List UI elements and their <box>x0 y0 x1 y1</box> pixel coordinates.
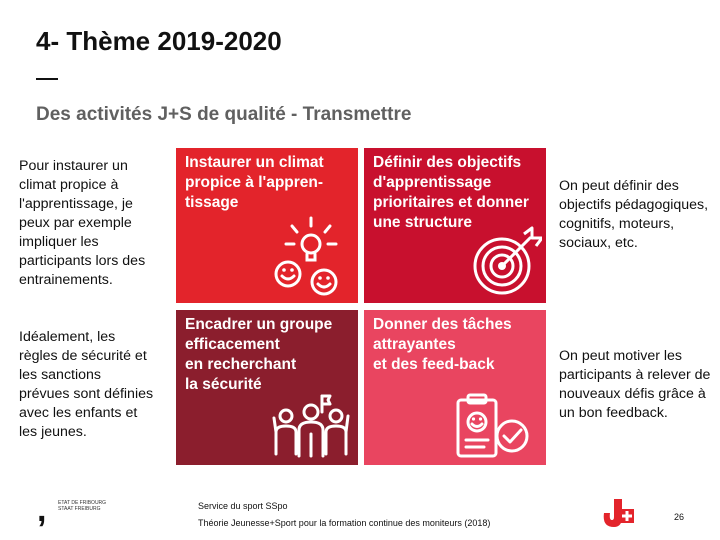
footer-text <box>198 498 490 532</box>
tile-safety-text: Encadrer un groupe efficacement en recherchant la sécurité <box>185 316 333 393</box>
clipboard-check-icon <box>454 392 534 462</box>
tile-feedback-text: Donner des tâches attrayantes et des feed-back <box>373 316 512 373</box>
tile-safety <box>176 310 358 465</box>
canton-logo-line-2: STAAT FREIBURG <box>58 506 101 512</box>
tile-climate-text: Instaurer un climat propice à l'appren- tissage <box>185 154 324 211</box>
js-brand-logo-icon <box>600 495 636 531</box>
theme-tile-grid <box>176 148 546 460</box>
right-note-2: On peut motiver les participants à relever de nouveaux défis grâce à un bon feedback. <box>559 348 711 421</box>
target-arrow-icon <box>472 226 542 298</box>
tile-climate <box>176 148 358 303</box>
group-people-icon <box>272 392 350 462</box>
canton-logo-text <box>58 500 106 512</box>
left-note-1: Pour instaurer un climat propice à l'apprentissage, je peux par exemple impliquer les participants lors des entrainements. <box>19 158 146 288</box>
tile-feedback <box>364 310 546 465</box>
slide-title: 4- Thème 2019-2020 <box>36 26 282 56</box>
tile-objectives <box>364 148 546 303</box>
smiling-faces-lightbulb-icon <box>266 212 346 298</box>
canton-logo-comma: , <box>37 491 47 529</box>
footer-line-1: Service du sport SSpo <box>198 501 288 511</box>
tile-objectives-text: Définir des objectifs d'apprentissage prioritaires et donner une structure <box>373 154 529 231</box>
left-note-2: Idéalement, les règles de sécurité et les sanctions prévues sont définies avec les enfants et les jeunes. <box>19 329 154 440</box>
footer-line-2: Théorie Jeunesse+Sport pour la formation continue des moniteurs (2018) <box>198 518 491 528</box>
slide-subtitle: Des activités J+S de qualité - Transmettre <box>36 104 412 125</box>
title-rule <box>36 78 58 80</box>
canton-logo-line-1: ETAT DE FRIBOURG <box>58 500 107 506</box>
right-note-1: On peut définir des objectifs pédagogiques, cognitifs, moteurs, sociaux, etc. <box>559 178 709 251</box>
page-number: 26 <box>674 512 685 522</box>
